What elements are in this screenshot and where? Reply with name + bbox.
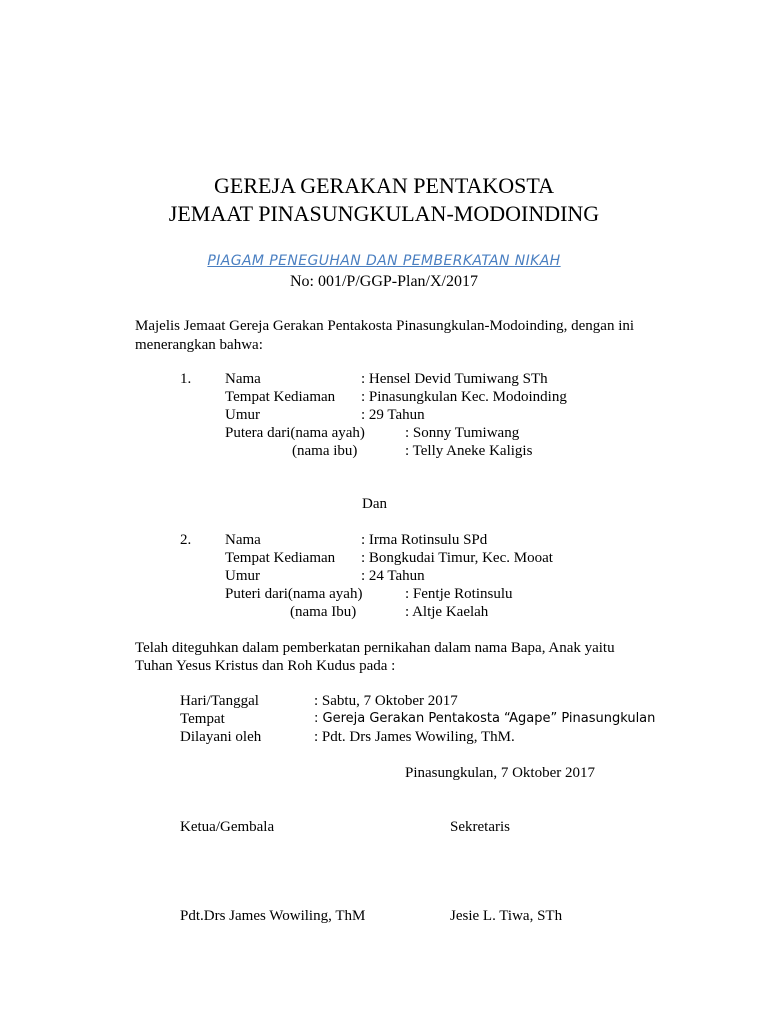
signature-left-title: Ketua/Gembala bbox=[180, 819, 275, 835]
conjunction-dan: Dan bbox=[362, 496, 387, 512]
person-2-name-label: Nama bbox=[225, 532, 261, 548]
person-2-residence-value: : Bongkudai Timur, Kec. Mooat bbox=[361, 550, 553, 566]
person-1-number: 1. bbox=[180, 371, 192, 387]
person-1-residence-value: : Pinasungkulan Kec. Modoinding bbox=[361, 389, 567, 405]
person-2-age-label: Umur bbox=[225, 568, 260, 584]
person-2-name-value: : Irma Rotinsulu SPd bbox=[361, 532, 488, 548]
person-1-name-value: : Hensel Devid Tumiwang STh bbox=[361, 371, 548, 387]
signature-left-name: Pdt.Drs James Wowiling, ThM bbox=[180, 908, 366, 924]
ceremony-officiant-value: : Pdt. Drs James Wowiling, ThM. bbox=[314, 729, 515, 745]
statement-line-1: Telah diteguhkan dalam pemberkatan pernikahan dalam nama Bapa, Anak yaitu bbox=[135, 640, 615, 656]
person-1-age-label: Umur bbox=[225, 407, 260, 423]
ceremony-place-value: : Gereja Gerakan Pentakosta “Agape” Pinasungkulan bbox=[314, 711, 656, 726]
ceremony-date-label: Hari/Tanggal bbox=[180, 693, 259, 709]
certificate-number: No: 001/P/GGP-Plan/X/2017 bbox=[289, 273, 478, 290]
person-2-father-label: Puteri dari(nama ayah) bbox=[225, 586, 363, 602]
ceremony-place-label: Tempat bbox=[180, 711, 225, 727]
person-2-father-value: : Fentje Rotinsulu bbox=[405, 586, 513, 602]
signature-right-name: Jesie L. Tiwa, STh bbox=[450, 908, 563, 924]
person-1-residence-label: Tempat Kediaman bbox=[225, 389, 336, 405]
intro-line-1: Majelis Jemaat Gereja Gerakan Pentakosta Pinasungkulan-Modoinding, dengan ini bbox=[135, 318, 635, 334]
statement-line-2: Tuhan Yesus Kristus dan Roh Kudus pada : bbox=[135, 658, 396, 674]
church-name: GEREJA GERAKAN PENTAKOSTA bbox=[214, 173, 554, 198]
intro-line-2: menerangkan bahwa: bbox=[135, 337, 263, 353]
ceremony-officiant-label: Dilayani oleh bbox=[180, 729, 262, 745]
congregation-name: JEMAAT PINASUNGKULAN-MODOINDING bbox=[168, 201, 600, 226]
place-date: Pinasungkulan, 7 Oktober 2017 bbox=[405, 765, 595, 781]
certificate-title: PIAGAM PENEGUHAN DAN PEMBERKATAN NIKAH bbox=[207, 253, 561, 269]
person-1-father-value: : Sonny Tumiwang bbox=[405, 425, 520, 441]
ceremony-date-value: : Sabtu, 7 Oktober 2017 bbox=[314, 693, 458, 709]
person-2-age-value: : 24 Tahun bbox=[361, 568, 425, 584]
person-1-father-label: Putera dari(nama ayah) bbox=[225, 425, 365, 441]
person-2-residence-label: Tempat Kediaman bbox=[225, 550, 336, 566]
person-1-age-value: : 29 Tahun bbox=[361, 407, 425, 423]
person-1-name-label: Nama bbox=[225, 371, 261, 387]
person-2-mother-value: : Altje Kaelah bbox=[405, 604, 489, 620]
person-1-mother-label: (nama ibu) bbox=[292, 443, 358, 459]
person-2-number: 2. bbox=[180, 532, 192, 548]
signature-right-title: Sekretaris bbox=[450, 819, 510, 835]
person-2-mother-label: (nama Ibu) bbox=[290, 604, 357, 620]
person-1-mother-value: : Telly Aneke Kaligis bbox=[405, 443, 533, 459]
